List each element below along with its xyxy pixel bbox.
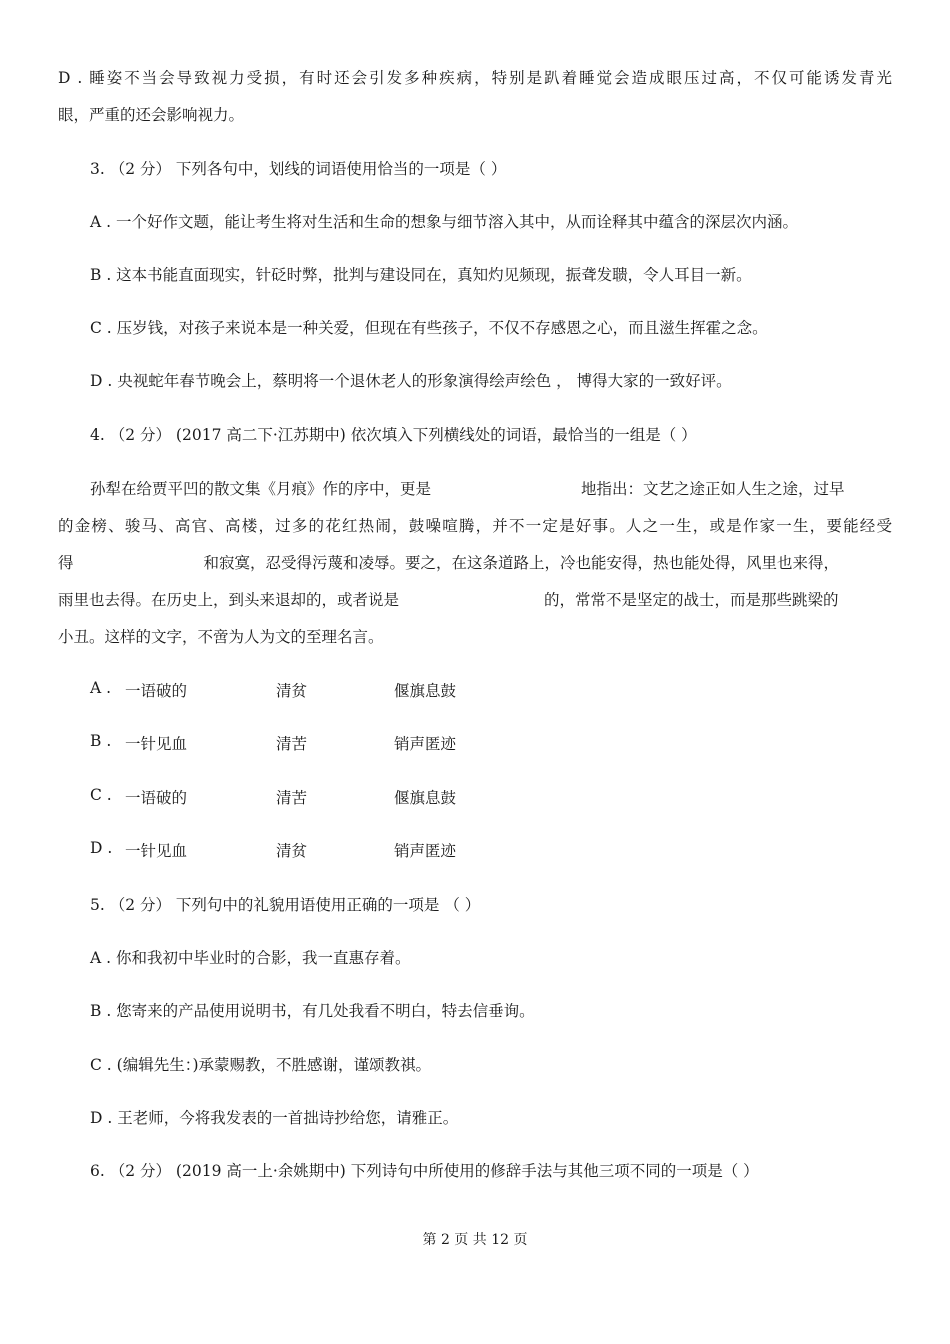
- prev-option-d-line1: D . 睡姿不当会导致视力受损，有时还会引发多种疾病，特别是趴着睡觉会造成眼压过高，不仅可能诱发青光: [58, 69, 892, 87]
- passage-text: 地指出：文艺之途正如人生之途，过早: [581, 480, 845, 498]
- option-choice-1: 一语破的: [125, 682, 188, 700]
- option-choice-3: 偃旗息鼓: [394, 789, 457, 807]
- option-choice-1: 一针见血: [125, 735, 188, 753]
- question-3-option-d: D . 央视蛇年春节晚会上，蔡明将一个退休老人的形象演得绘声绘色 ， 博得大家的一致好评。: [90, 372, 732, 390]
- passage-text: 孙犁在给贾平凹的散文集《月痕》作的序中，更是: [90, 480, 432, 498]
- question-3-option-a: A . 一个好作文题，能让考生将对生活和生命的想象与细节溶入其中，从而诠释其中蕴含的深层次内涵。: [90, 213, 798, 231]
- option-choice-2: 清贫: [276, 842, 308, 860]
- option-choice-1: 一语破的: [125, 789, 188, 807]
- option-choice-2: 清苦: [276, 735, 308, 753]
- question-3-option-b: B . 这本书能直面现实，针砭时弊，批判与建设同在，真知灼见频现，振聋发聩，令人耳目一新。: [90, 266, 752, 284]
- option-choice-3: 偃旗息鼓: [394, 682, 457, 700]
- question-4-passage-line3: [58, 551, 892, 573]
- passage-text: 得: [58, 554, 74, 572]
- question-6-stem: 6. （2 分） (2019 高一上·余姚期中) 下列诗句中所使用的修辞手法与其他三项不同的一项是（ ）: [90, 1162, 759, 1180]
- question-4-passage-line2: 的金榜、骏马、高官、高楼，过多的花红热闹，鼓噪喧腾，并不一定是好事。人之一生，或是作家一生，要能经受: [58, 517, 892, 535]
- question-5-option-c: C . (编辑先生：)承蒙赐教，不胜感谢，谨颂教祺。: [90, 1056, 431, 1074]
- question-4-stem: 4. （2 分） (2017 高二下·江苏期中) 依次填入下列横线处的词语，最恰当的一组是（ ）: [90, 426, 697, 444]
- option-label: B .: [90, 732, 112, 750]
- option-choice-2: 清苦: [276, 789, 308, 807]
- page-footer: 第 2 页 共 12 页: [422, 1232, 528, 1248]
- option-choice-3: 销声匿迹: [394, 842, 457, 860]
- question-5-option-d: D . 王老师，今将我发表的一首拙诗抄给您，请雅正。: [90, 1109, 459, 1127]
- question-4-passage-line1: [90, 477, 892, 499]
- option-label: C .: [90, 786, 112, 804]
- option-label: D .: [90, 839, 113, 857]
- prev-option-d-line2: 眼，严重的还会影响视力。: [58, 106, 245, 124]
- question-5-option-a: A . 你和我初中毕业时的合影，我一直惠存着。: [90, 949, 411, 967]
- question-5-stem: 5. （2 分） 下列句中的礼貌用语使用正确的一项是 （ ）: [90, 896, 481, 914]
- passage-text: 雨里也去得。在历史上，到头来退却的，或者说是: [58, 591, 400, 609]
- passage-text: 和寂寞，忍受得污蔑和凌辱。要之，在这条道路上，冷也能安得，热也能处得，风里也来得，: [203, 554, 840, 572]
- question-3-stem: 3. （2 分） 下列各句中，划线的词语使用恰当的一项是（ ）: [90, 160, 507, 178]
- option-choice-3: 销声匿迹: [394, 735, 457, 753]
- option-choice-2: 清贫: [276, 682, 308, 700]
- question-5-option-b: B . 您寄来的产品使用说明书，有几处我看不明白，特去信垂询。: [90, 1002, 535, 1020]
- question-3-option-c: C . 压岁钱，对孩子来说本是一种关爱，但现在有些孩子，不仅不存感恩之心，而且滋生挥霍之念。: [90, 319, 768, 337]
- question-4-passage-line4: [58, 588, 892, 610]
- option-label: A .: [90, 679, 112, 697]
- passage-text: 的，常常不是坚定的战士，而是那些跳梁的: [544, 591, 839, 609]
- option-choice-1: 一针见血: [125, 842, 188, 860]
- question-4-passage-line5: 小丑。这样的文字，不啻为人为文的至理名言。: [58, 628, 384, 646]
